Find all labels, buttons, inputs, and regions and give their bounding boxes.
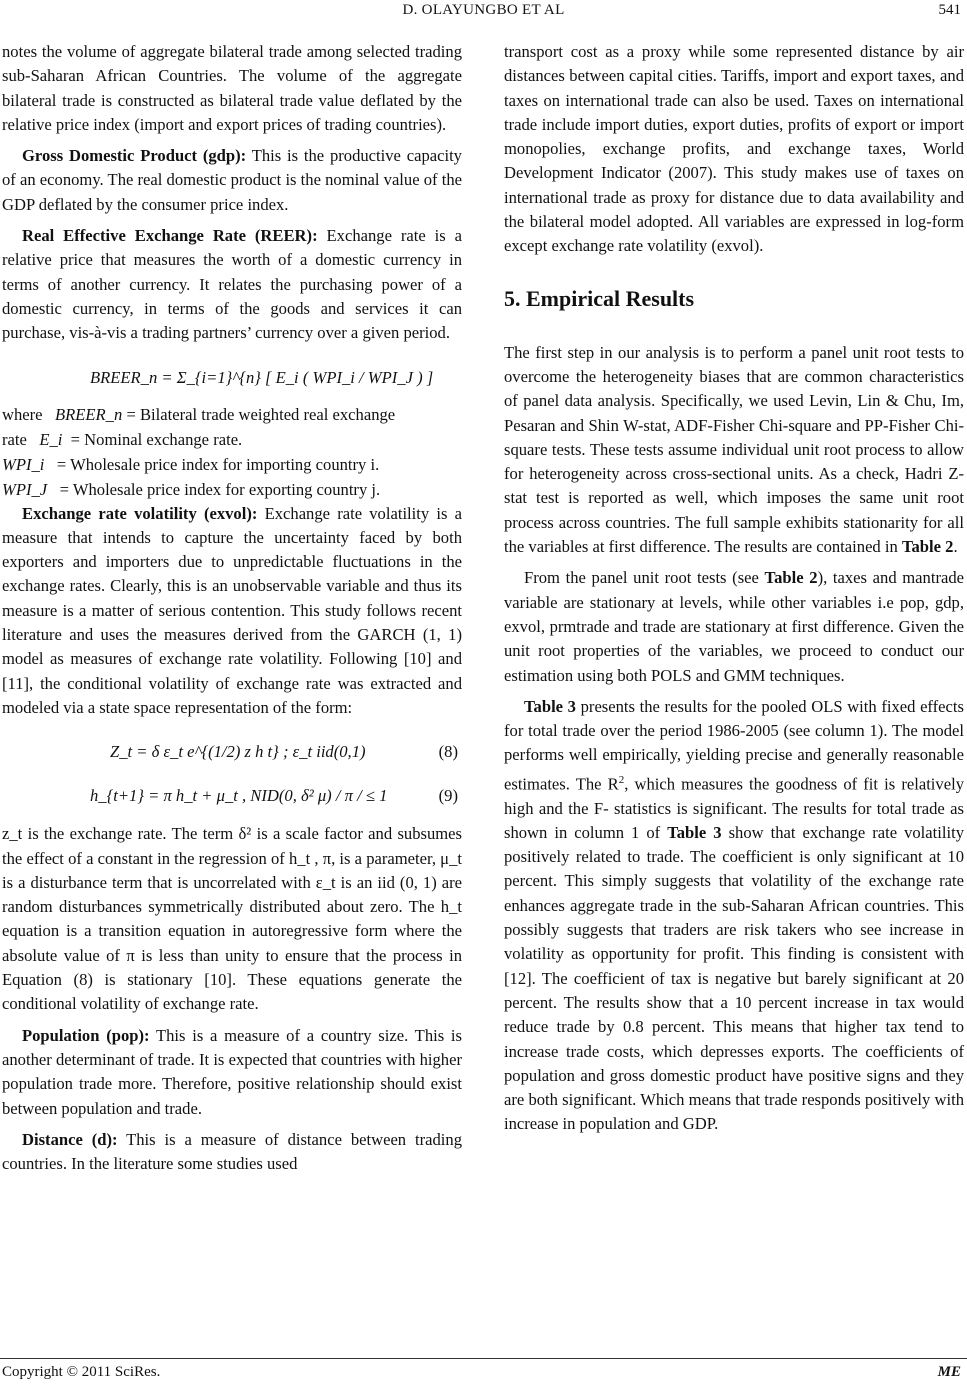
- equation-9-body: h_{t+1} = π h_t + μ_t , NID(0, δ² μ) / π / ≤ 1: [90, 786, 388, 806]
- definition-wpi-i: WPI_i = Wholesale price index for importing country i.: [2, 454, 380, 474]
- section-heading: 5. Empirical Results: [504, 285, 695, 311]
- equation-breer: BREER_n = Σ_{i=1}^{n} [ E_i ( WPI_i / WPI_J ) ]: [90, 367, 434, 387]
- journal-abbreviation: ME: [937, 1364, 961, 1380]
- page-footer: [0, 1358, 967, 1382]
- footer-rule: [0, 1358, 967, 1359]
- equation-8: [2, 730, 462, 774]
- definition-wpi-j: WPI_J = Wholesale price index for exporting country j.: [2, 479, 381, 499]
- copyright: Copyright © 2011 SciRes.: [2, 1364, 161, 1380]
- running-title: D. OLAYUNGBO ET AL: [402, 2, 565, 18]
- symbol-e: E_i: [39, 429, 63, 449]
- paragraph-text: This is a measure of a country size. This is another determinant of trade. It is expected that countries with higher population trade more. Therefore, positive relationship should exist between population and trade.: [2, 1025, 462, 1118]
- paragraph-text: This is the productive capacity of an economy. The real domestic product is the nominal value of the GDP deflated by the consumer price index.: [2, 146, 462, 214]
- superscript: 2: [618, 773, 625, 786]
- term-distance: Distance (d):: [22, 1129, 118, 1149]
- term-pop: Population (pop):: [22, 1025, 150, 1045]
- paragraph: transport cost as a proxy while some represented distance by air distances between capital cities. Tariffs, import and export taxes, and taxes on international trade can also be used. Taxes on international trade include import duties, export duties, profits of export or import monopolies, exchange profits, and exchange taxes, World Development Indicator (2007). This study makes use of taxes on international trade as proxy for distance due to data availability and the bilateral model adopted. All variables are expressed in log-form except exchange rate volatility (exvol).: [504, 42, 964, 256]
- paragraph-text: This is a measure of distance between trading countries. In the literature some studies used: [2, 1129, 462, 1174]
- symbol-wpi-j: WPI_J: [2, 479, 48, 499]
- paragraph-text: Exchange rate volatility is a measure that intends to capture the uncertainty faced by both exporters and importers due to unpredictable fluctuations in the exchange rates. Clearly, this is an unobservable variable and thus its measure is a matter of serious contention. This study follows recent literature and uses the measures derived from the GARCH (1, 1) model as measures of exchange rate volatility. Following [10] and [11], the conditional volatility of exchange rate was extracted and modeled via a state space representation of the form:: [2, 503, 462, 717]
- paragraph-unit-root: From the panel unit root tests (see Table 2), taxes and mantrade variable are stationary at levels, while other variables i.e pop, gdp, exvol, prmtrade and trade are stationary at first difference. Given the unit root properties of the variables, we proceed to conduct our estimation using both POLS and GMM techniques.: [504, 568, 965, 685]
- paragraph-empirical: The first step in our analysis is to perform a panel unit root tests to overcome the heterogeneity biases that are common characteristics of panel data analysis. Specifically, we used Levin, Lin & Chu, Im, Pesaran and Shin W-stat, ADF-Fisher Chi-square and PP-Fisher Chi-square tests. These tests assume individual unit root process to allow for heterogeneity across cross-sectional units. As a check, Hadri Z-stat test is reported as well, which imposes the same unit root process across countries. The full sample exhibits stationarity for all the variables at first difference. The results are contained in Table 2.: [504, 342, 964, 557]
- paragraph: notes the volume of aggregate bilateral trade among selected trading sub-Saharan African Countries. The volume of the aggregate bilateral trade is constructed as bilateral trade value deflated by the relative price index (import and export prices of trading countries).: [2, 42, 462, 134]
- table-reference: Table 3: [667, 822, 722, 842]
- paragraph-pop: [2, 1024, 462, 1121]
- table-reference: Table 3: [524, 696, 576, 716]
- paragraph-text: Exchange rate is a relative price that measures the worth of a domestic currency in terms of another currency. It relates the purchasing power of a domestic currency, in terms of the goods and services it can purchase, vis-à-vis a trading partners’ currency over a given period.: [2, 226, 462, 343]
- term-reer: Real Effective Exchange Rate (REER):: [22, 226, 318, 246]
- symbol-breer: BREER_n: [55, 404, 123, 424]
- table-reference: Table 2: [764, 568, 818, 588]
- paragraph-exvol: [2, 502, 462, 721]
- right-column: [504, 40, 964, 1137]
- page-number: 541: [938, 2, 961, 18]
- equation-8-body: Z_t = δ ε_t e^{(1/2) z h t} ; ε_t iid(0,1): [110, 742, 366, 762]
- paragraph-gdp: [2, 144, 462, 217]
- equation-number: (8): [438, 742, 458, 762]
- definition-breer: where BREER_n = Bilateral trade weighted real exchange: [2, 404, 396, 424]
- paragraph-zt: z_t is the exchange rate. The term δ² is a scale factor and subsumes the effect of a constant in the regression of h_t , π, is a parameter, μ_t is a disturbance term that is uncorrelated with ε_t is an iid (0, 1) are random disturbances symmetrically distributed about zero. The h_t equation is a transition equation in autoregressive form where the absolute value of π is less than unity to ensure that the process in Equation (8) is stationary [10]. These equations generate the conditional volatility of exchange rate.: [2, 824, 462, 1014]
- left-column: [2, 40, 462, 1176]
- symbol-wpi-i: WPI_i: [2, 454, 45, 474]
- term-gdp: Gross Domestic Product (gdp):: [22, 146, 247, 166]
- table-reference: Table 2: [901, 537, 954, 557]
- paragraph-distance: [2, 1128, 462, 1177]
- definition-e: rate E_i = Nominal exchange rate.: [2, 429, 243, 449]
- equation-9: [2, 774, 462, 818]
- term-exvol: Exchange rate volatility (exvol):: [22, 503, 258, 523]
- running-header: [0, 0, 967, 30]
- paragraph-table3: Table 3 presents the results for the pooled OLS with fixed effects for total trade over the period 1986-2005 (see column 1). The model performs well empirically, yielding precise and generally reasonable estimates. The $R^2$, which measures the goodness of fit is relatively high and the F- statistics is significant. The results for total trade as shown in column 1 of Table 3 show that exchange rate volatility positively related to trade. The coefficient is only significant at 10 percent. This simply suggests that volatility of the exchange rate enhances aggregate trade in the sub-Saharan African countries. This possibly suggests that traders are risk takers who see increase in volatility as opportunity for profit. This finding is consistent with [12]. The coefficient of tax is negative but barely significant at 20 percent. The results show that a 10 percent increase in tax would reduce trade by 0.8 percent. This means that higher tax tend to increase trade costs, which depresses exports. The coefficients of population and gross domestic product have positive signs and they are both significant. Which means that trade responds positively with increase in population and GDP.: [504, 696, 965, 1134]
- paragraph-reer: [2, 224, 462, 345]
- equation-number: (9): [438, 786, 458, 806]
